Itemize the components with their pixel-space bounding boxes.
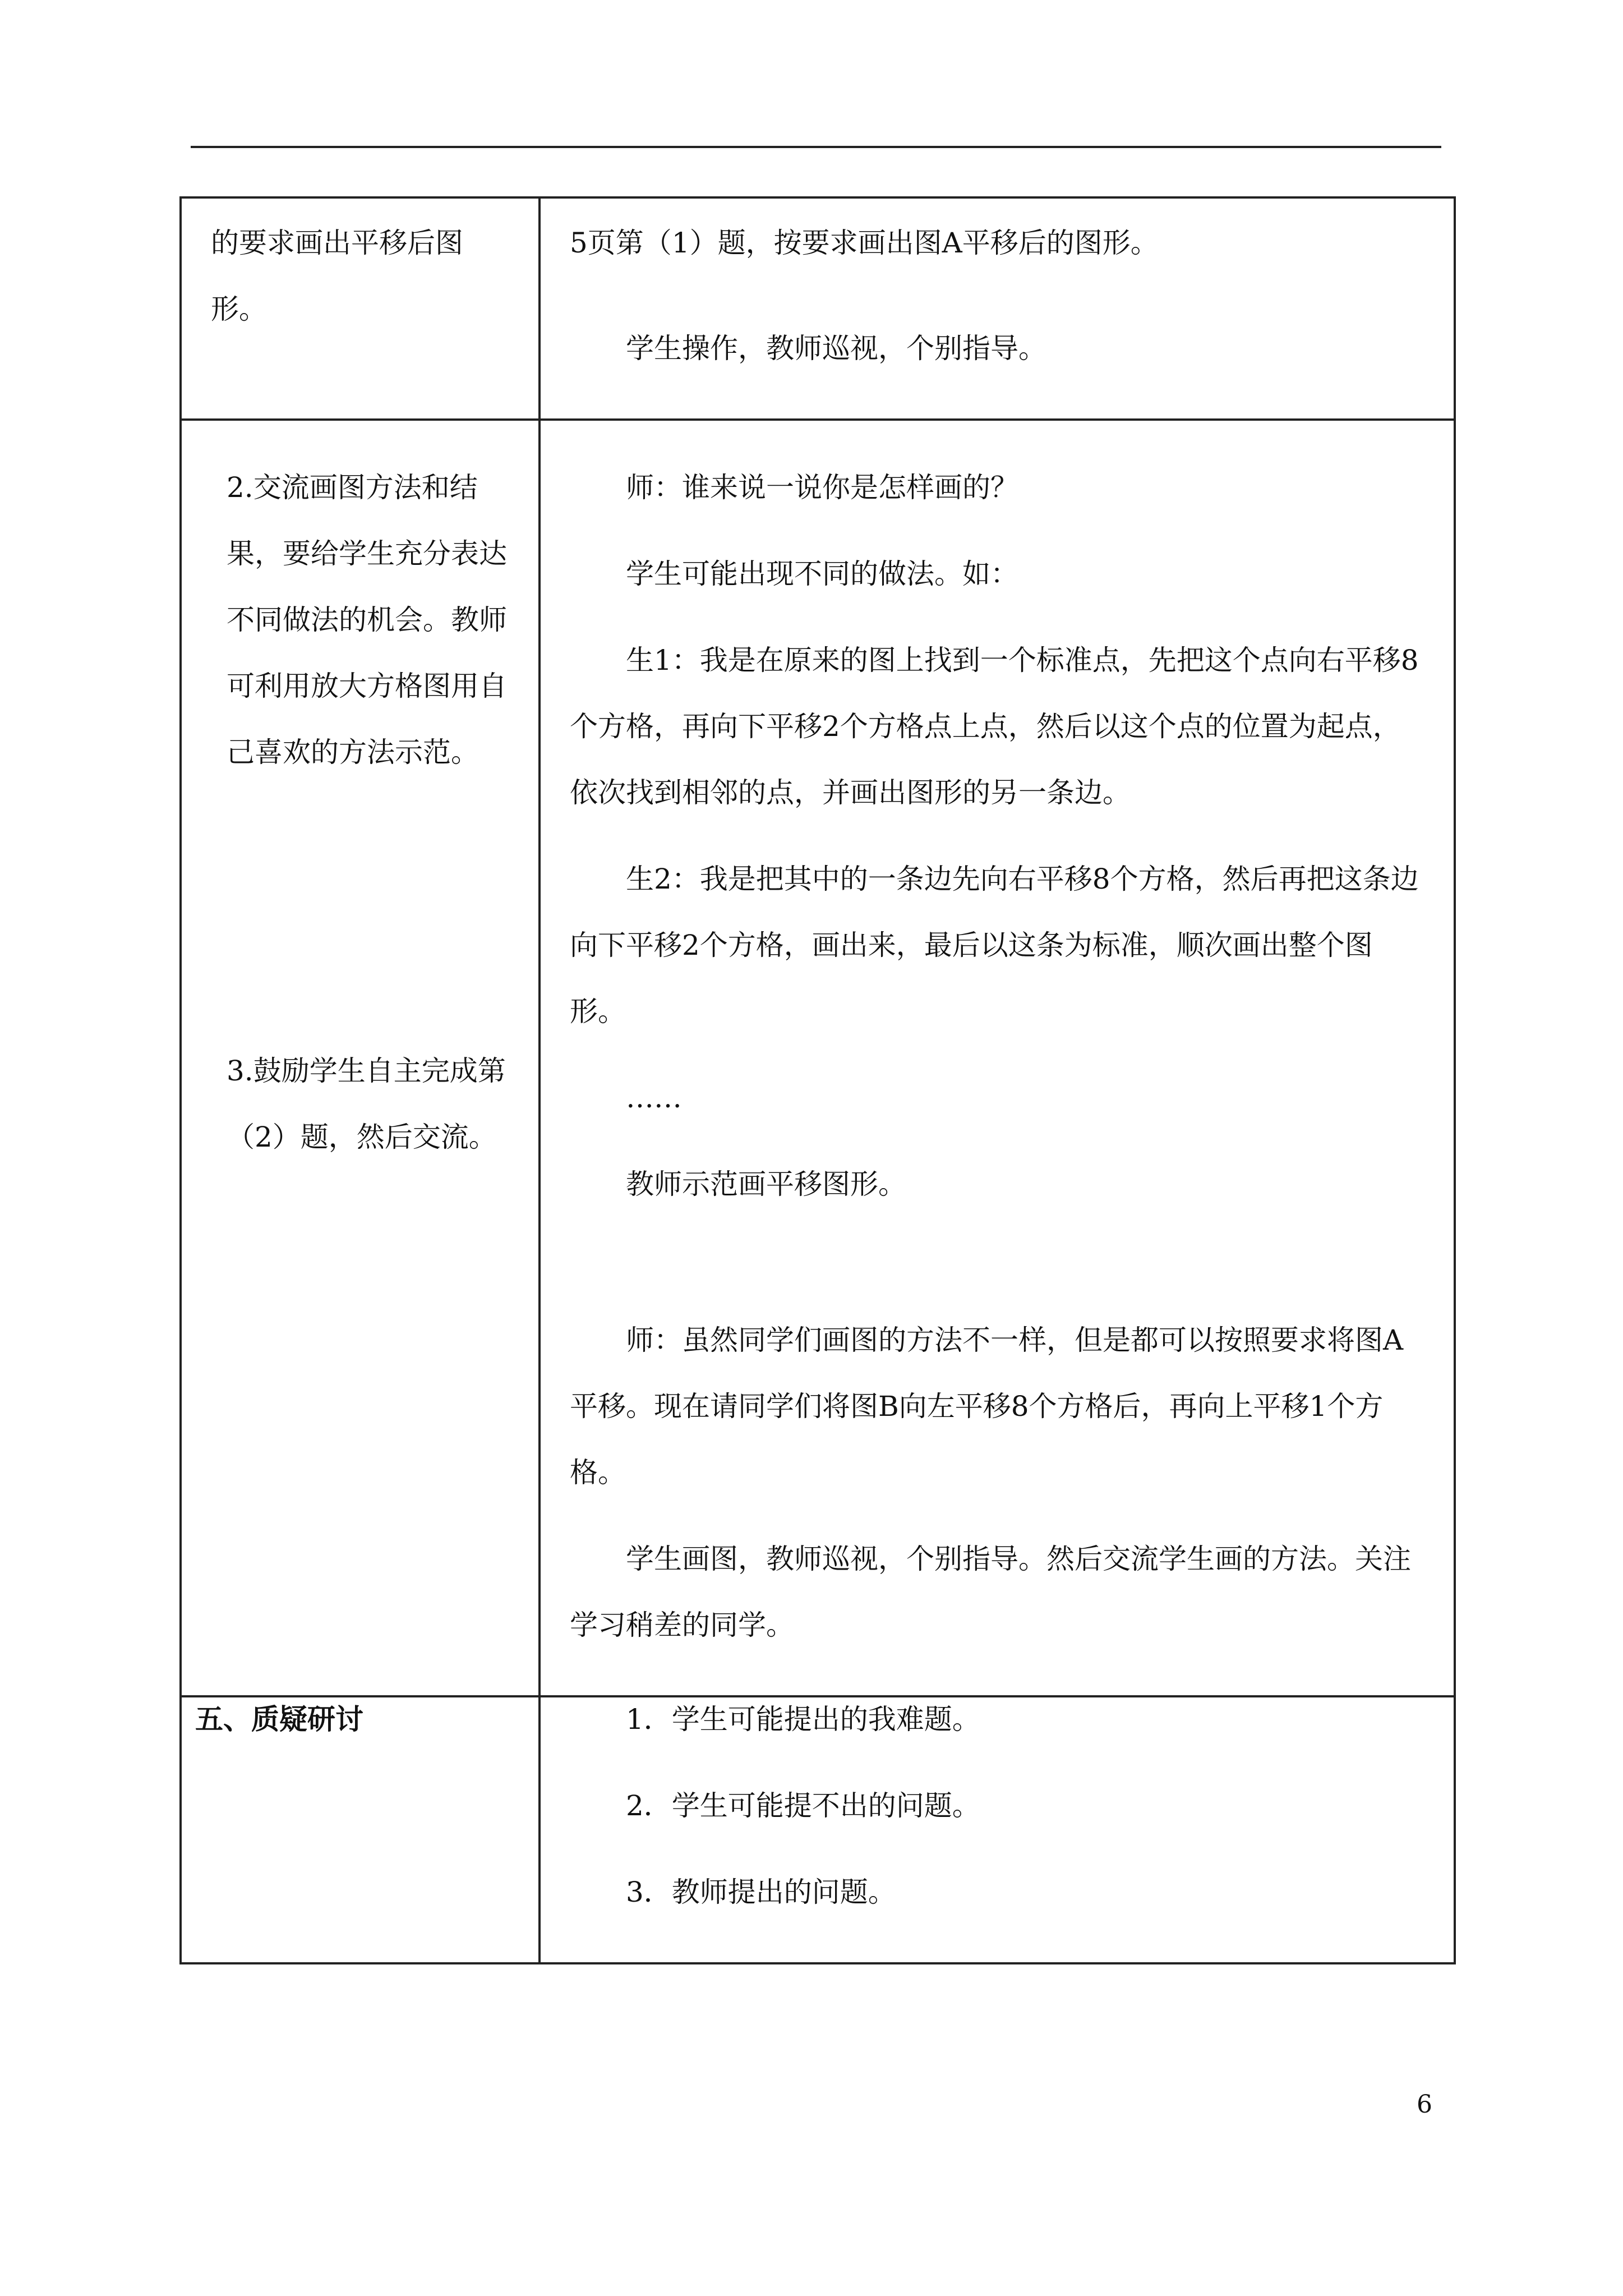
activity-text: 2.交流画图方法和结果，要给学生充分表达不同做法的机会。教师可利用放大方格图用自己喜欢的方法示范。 (227, 471, 507, 769)
section-heading: 五、质疑研讨 (195, 1703, 363, 1736)
activity-text: 3.鼓励学生自主完成第（2）题，然后交流。 (227, 1055, 506, 1153)
process-paragraph: 生2：我是把其中的一条边先向右平移8个方格，然后再把这条边向下平移2个方格，画出来，最后以这条为标准，顺次画出整个图形。 (570, 863, 1419, 1028)
table-row (181, 1696, 1455, 1963)
process-paragraph: 教师示范画平移图形。 (626, 1168, 906, 1200)
activity-cell (181, 197, 540, 420)
lesson-table (179, 196, 1456, 1964)
process-paragraph: 师：谁来说一说你是怎样画的？ (626, 471, 1018, 504)
process-paragraph: 5页第（1）题，按要求画出图A平移后的图形。 (570, 227, 1159, 259)
process-paragraph: 师：虽然同学们画图的方法不一样，但是都可以按照要求将图A平移。现在请同学们将图B向左平移8个方格后，再向上平移1个方格。 (570, 1324, 1404, 1489)
process-paragraph: 学生操作，教师巡视，个别指导。 (626, 332, 1046, 365)
activity-text: 的要求画出平移后图形。 (211, 227, 463, 325)
process-paragraph: 学生可能出现不同的做法。如： (626, 558, 1018, 590)
activity-cell (181, 1696, 540, 1963)
header-rule (191, 146, 1441, 148)
process-paragraph: 3．教师提出的问题。 (626, 1876, 896, 1908)
process-cell (540, 1696, 1455, 1963)
table-row (181, 420, 1455, 1696)
ellipsis-line: …… (626, 1082, 682, 1114)
process-cell (540, 420, 1455, 1696)
process-paragraph: 1．学生可能提出的我难题。 (626, 1703, 980, 1736)
activity-cell (181, 420, 540, 1696)
process-paragraph: 学生画图，教师巡视，个别指导。然后交流学生画的方法。关注学习稍差的同学。 (570, 1543, 1411, 1641)
process-paragraph: 2．学生可能提不出的问题。 (626, 1789, 980, 1822)
page-number: 6 (1417, 2090, 1432, 2119)
process-cell (540, 197, 1455, 420)
table-row (181, 197, 1455, 420)
process-paragraph: 生1：我是在原来的图上找到一个标准点，先把这个点向右平移8个方格，再向下平移2个方格点上点，然后以这个点的位置为起点，依次找到相邻的点，并画出图形的另一条边。 (570, 644, 1419, 809)
